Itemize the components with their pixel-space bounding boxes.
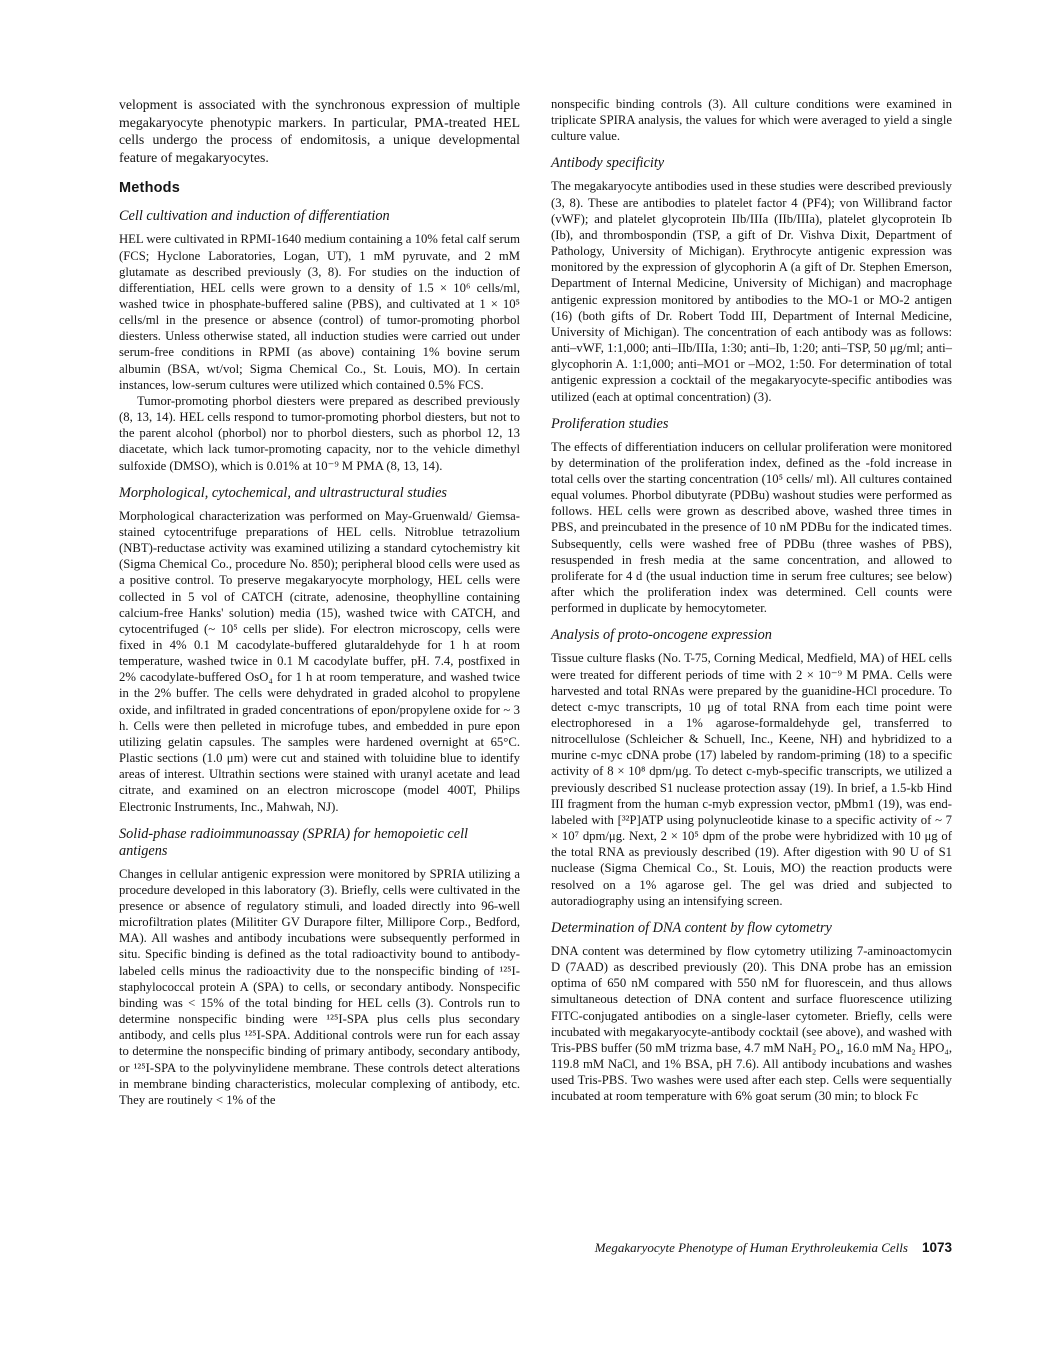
paragraph: Morphological characterization was performed on May-Gruenwald/ Giemsa-stained cytocentrifuge preparations of HEL cells. Nitroblue tetrazolium (NBT)-reductase activity was examined utilizing a standard cytochemistry kit (Sigma Chemical Co., procedure No. 850); peripheral blood cells were used as a positive control. To preserve megakaryocyte morphology, HEL cells were collected in 5 vol of CATCH (citrate, adenosine, theophylline containing calcium-free Hanks' solution) media (15), washed twice with CATCH, and cytocentrifuged (~ 10⁵ cells per slide). For electron microscopy, cells were fixed in 4% 0.1 M cacodylate-buffered glutaraldehyde for 1 h at room temperature, washed twice in 0.1 M cacodylate buffer, pH. 7.4, postfixed in 2% cacodylate-buffered OsO₄ for 1 h at room temperature, and washed twice in the 2% buffer. The cells were dehydrated in graded alcohol to propylene oxide, and infiltrated in graded concentrations of epon/propylene oxide for ~ 3 h. Cells were then pelleted in microfuge tubes, and embedded in pure epon utilizing gelatin capsules. The samples were hardened overnight at 65°C. Plastic sections (1.0 μm) were cut and stained with toluidine blue to identify areas of interest. Ultrathin sections were stained with uranyl acetate and lead citrate, and examined on an electron microscope (model 400T, Philips Electronic Instruments, Inc., Mahwah, NJ).: [119, 508, 520, 814]
subsection-heading: Determination of DNA content by flow cytometry: [551, 919, 832, 936]
subsection-heading: Analysis of proto-oncogene expression: [551, 627, 772, 644]
paragraph: nonspecific binding controls (3). All culture conditions were examined in triplicate SPIRA analysis, the values for which were averaged to yield a single culture value.: [551, 97, 952, 144]
two-column-body: [119, 96, 952, 1108]
subsection-heading: Antibody specificity: [551, 155, 665, 172]
paragraph: The megakaryocyte antibodies used in these studies were described previously (3, 8). These are antibodies to platelet factor 4 (PF4); von Willibrand factor (vWF); and platelet glycoprotein IIb/IIIa (IIb/IIIa), platelet glycoprotein Ib (Ib), and thrombospondin (TSP, a gift of Dr. Vishva Dixit, Department of Pathology, University of Michigan). Erythrocyte antigenic expression was monitored by the expression of glycophorin A (a gift of Dr. Stephen Emerson, Department of Internal Medicine, University of Michigan) and macrophage antigenic expression monitored by antibodies to the MO-1 or MO-2 antigen (16) (both gifts of Dr. Robert Todd III, Department of Internal Medicine, University of Michigan). The concentration of each antibody was as follows: anti–vWF, 1:1,000; anti–IIb/IIIa, 1:30; anti–Ib, 1:20; anti–TSP, 50 μg/ml; anti–glycophorin A. 1:1,000; anti–MO1 or –MO2, 1:50. For determination of total antigenic expression a cocktail of the megakaryocyte-specific antibodies was utilized (each at optimal concentration) (3).: [551, 179, 952, 404]
page-number: 1073: [921, 1240, 952, 1255]
paragraph: Tissue culture flasks (No. T-75, Corning Medical, Medfield, MA) of HEL cells were treated for different periods of time with 2 × 10⁻⁹ M PMA. Cells were harvested and total RNAs were prepared by the guanidine-HCl procedure. To detect c-myc transcripts, 10 μg of total RNA from each time point were electrophoresed in a 1% agarose-formaldehyde gel, transferred to nitrocellulose (Schleicher & Schuell, Inc., Keene, NH) and hybridized to a murine c-myc cDNA probe (17) labeled by random-priming (18) to a specific activity of 8 × 10⁸ dpm/μg. To detect c-myb-specific transcripts, we utilized a previously described S1 nuclease protection assay (19). In brief, a 1.5-kb Hind III fragment from the human c-myb expression vector, pMbm1 (19), was end-labeled with [³²P]ATP using polynucleotide kinase to a specific activity of ~ 7 × 10⁷ dpm/μg. Next, 2 × 10⁵ dpm of the probe were hybridized with 10 μg of the total RNA as previously described (19). After digestion with 90 U of S1 nuclease (Sigma Chemical Co., St. Louis, MO) the reaction products were resolved on a 1% agarose gel. The gel was dried and subjected to autoradiography using an intensifying screen.: [551, 651, 952, 908]
section-heading: Methods: [119, 180, 181, 197]
subsection-heading: Cell cultivation and induction of differentiation: [119, 208, 390, 225]
subsection-heading: Proliferation studies: [551, 415, 669, 432]
paragraph: HEL were cultivated in RPMI-1640 medium containing a 10% fetal calf serum (FCS; Hyclone Laboratories, Logan, UT), 1 mM pyruvate, and 2 mM glutamate as described previously (3, 8). For studies on the induction of differentiation, HEL cells were grown to a density of 1.5 × 10⁶ cells/ml, washed twice in phosphate-buffered saline (PBS), and cultivated at 1 × 10⁵ cells/ml in the presence or absence (control) of tumor-promoting phorbol diesters. Unless otherwise stated, all induction studies were carried out under serum-free conditions in RPMI (as above) containing 1% bovine serum albumin (BSA, wt/vol; Sigma Chemical Co., St. Louis, MO). In certain instances, low-serum cultures were utilized which contained 0.5% FCS.: [119, 232, 520, 392]
running-title: Megakaryocyte Phenotype of Human Erythroleukemia Cells: [594, 1240, 908, 1255]
paragraph: Changes in cellular antigenic expression were monitored by SPRIA utilizing a procedure developed in this laboratory (3). Briefly, cells were cultivated in the presence or absence of regulatory stimuli, and loaded directly into 96-well microfiltration plates (Milititer GV Durapore filter, Millipore Corp., Bedford, MA). All washes and antibody incubations were subsequently performed in situ. Specific binding is defined as the total radioactivity bound to antibody-labeled cells minus the radioactivity due to the nonspecific binding of ¹²⁵I-staphylococcal protein A (SPA) to cells, or secondary antibody. Nonspecific binding was < 15% of the total binding for HEL cells (3). Controls run to determine nonspecific binding were ¹²⁵I-SPA plus cells plus secondary antibody, and cells plus ¹²⁵I-SPA. Additional controls were run for each assay to determine the nonspecific binding of primary antibody, secondary antibody, or ¹²⁵I-SPA to the polyvinylidene membrane. These controls detect alterations in membrane binding characteristics, molecular complexing of antibody, etc. They are routinely < 1% of the: [119, 866, 520, 1107]
subsection-heading: Morphological, cytochemical, and ultrastructural studies: [119, 484, 447, 501]
page-footer: [551, 1240, 952, 1256]
lead-paragraph: velopment is associated with the synchronous expression of multiple megakaryocyte phenotypic markers. In particular, PMA-treated HEL cells undergo the process of endomitosis, a unique developmental feature of megakaryocytes.: [119, 97, 520, 165]
paragraph: The effects of differentiation inducers on cellular proliferation were monitored by determination of the proliferation index, defined as the -fold increase in total cells over the starting concentration (10⁵ cells/ ml). All cultures contained equal volumes. Phorbol dibutyrate (PDBu) washout studies were performed as follows. HEL cells were grown as described above, washed three times in PBS, and preincubated in the presence of 10 nM PDBu for the indicated times. Subsequently, cells were washed free of PDBu (three washes of PBS), resuspended in fresh media at the same concentration, and allowed to proliferate for 4 d (the usual induction time in serum free cultures; see below) after which the proliferation index was determined. Cell counts were performed in duplicate by hemocytometer.: [551, 439, 952, 616]
paragraph: DNA content was determined by flow cytometry utilizing 7-aminoactomycin D (7AAD) as described previously (20). This DNA probe has an emission optima of 650 nM compared with 550 nM for fluorescein, and thus allows simultaneous detection of DNA content and surface fluorescence utilizing FITC-conjugated antibodies on a single-laser cytometer. Briefly, cells were incubated with megakaryocyte-antibody cocktail (see above), and washed with Tris-PBS buffer (50 mM trizma base, 4.7 mM NaH₂ PO₄, 16.0 mM Na₂ HPO₄, 119.8 mM NaCl, and 1% BSA, pH 7.6). All antibody incubations and washes used Tris-PBS. Two washes were used after each step. Cells were sequentially incubated at room temperature with 6% goat serum (30 min; to block Fc: [551, 943, 952, 1104]
paragraph: Tumor-promoting phorbol diesters were prepared as described previously (8, 13, 14). HEL cells respond to tumor-promoting phorbol diesters, but not to the parent alcohol (phorbol) nor to phorbol diesters, such as phorbol 12, 13 diacetate, which lack tumor-promoting capacity, nor to the vehicle dimethyl sulfoxide (DMSO), which is 0.01% at 10⁻⁹ M PMA (8, 13, 14).: [119, 393, 520, 473]
subsection-heading: Solid-phase radioimmunoassay (SPRIA) for hemopoietic cell antigens: [119, 825, 469, 859]
left-column: [119, 96, 520, 1108]
right-column: [551, 96, 952, 1108]
